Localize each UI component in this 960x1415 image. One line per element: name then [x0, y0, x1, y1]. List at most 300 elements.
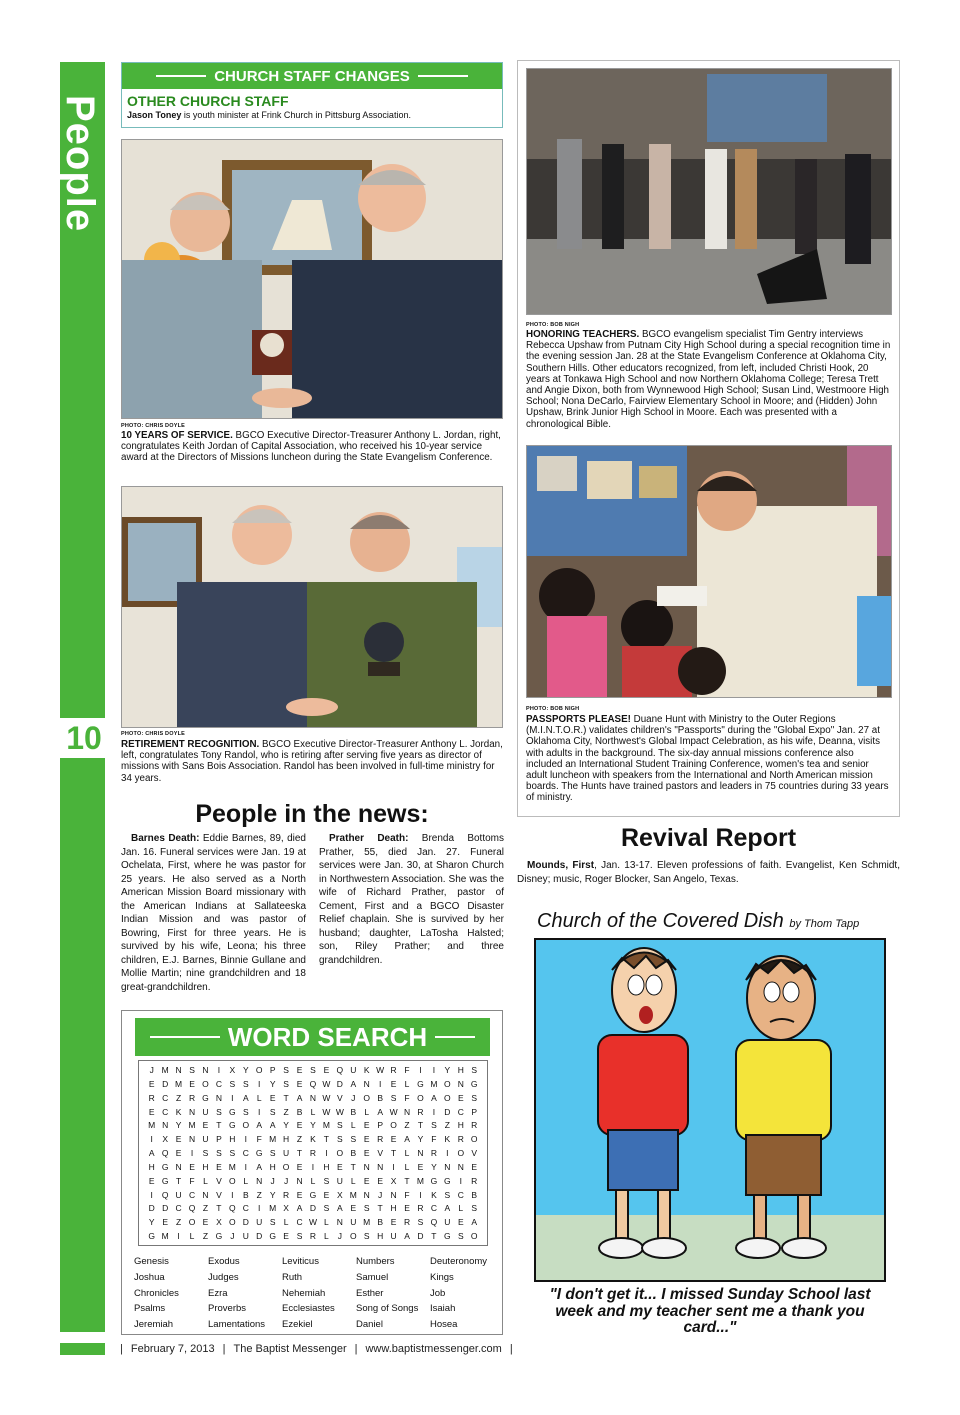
word-search-letter: T — [216, 1203, 222, 1214]
word-search-letter: T — [390, 1148, 397, 1159]
footer-publication: The Baptist Messenger — [233, 1343, 347, 1355]
word-search-letter: E — [189, 1078, 195, 1089]
word-search-letter: E — [148, 1078, 155, 1089]
word-search-letter: R — [457, 1134, 464, 1145]
word-search-word: Daniel — [356, 1319, 383, 1331]
word-search-letter: P — [269, 1065, 276, 1075]
rail-footer-bar — [60, 1343, 105, 1355]
photo-honoring-teachers — [526, 68, 892, 315]
word-search-letter: E — [296, 1189, 303, 1200]
word-search-letter: E — [417, 1161, 424, 1172]
word-search-letter: D — [242, 1217, 249, 1228]
word-search-letter: T — [404, 1175, 410, 1186]
word-search-letter: K — [363, 1065, 370, 1075]
word-search-letter: E — [296, 1120, 303, 1131]
word-search-letter: L — [404, 1148, 410, 1159]
word-search-letter: G — [229, 1120, 236, 1131]
caption-lead: PASSPORTS PLEASE! — [526, 714, 631, 725]
word-search-letter: E — [377, 1175, 383, 1186]
word-search-letter: U — [175, 1189, 182, 1200]
word-search-letter: O — [470, 1134, 478, 1145]
photo-passports-image — [527, 446, 892, 698]
word-search-word: Ruth — [282, 1271, 303, 1283]
word-search-letter: R — [188, 1092, 196, 1103]
word-search-letter: C — [242, 1148, 249, 1159]
word-search-letter: L — [404, 1161, 410, 1172]
word-search-letter: A — [296, 1203, 303, 1214]
word-search-letter: E — [283, 1231, 289, 1242]
word-search-letter: Q — [309, 1078, 317, 1089]
word-search-letter: G — [430, 1175, 438, 1186]
word-search-letter: S — [229, 1148, 236, 1159]
word-search-letter: B — [296, 1106, 303, 1117]
footer-url[interactable]: www.baptistmessenger.com — [365, 1343, 502, 1355]
word-search-letter: I — [231, 1189, 234, 1200]
cartoon-byline: by Thom Tapp — [789, 918, 860, 930]
word-search-letter: N — [188, 1134, 196, 1145]
word-search-letter: Q — [336, 1065, 344, 1075]
word-search-letter: I — [419, 1065, 422, 1075]
word-search-letter: E — [175, 1148, 182, 1159]
word-search-letter: R — [390, 1065, 397, 1075]
word-search-letter: E — [457, 1217, 464, 1228]
word-search-letter: Y — [283, 1120, 289, 1131]
word-search-letter: S — [269, 1217, 276, 1228]
word-search-letter: H — [457, 1065, 464, 1075]
word-search-letter: T — [323, 1134, 329, 1145]
word-search-letter: M — [148, 1120, 156, 1131]
word-search-letter: L — [364, 1106, 370, 1117]
word-search-letter: N — [188, 1106, 196, 1117]
word-search-letter: J — [149, 1065, 154, 1075]
word-search-letter: R — [430, 1148, 437, 1159]
photo-retirement-credit: PHOTO: CHRIS DOYLE — [121, 731, 186, 737]
word-search-letter: Y — [242, 1065, 249, 1075]
word-search-letter: C — [457, 1106, 464, 1117]
word-search-letter: P — [471, 1106, 478, 1117]
word-search-letter: U — [350, 1217, 357, 1228]
word-search-letter: Y — [269, 1078, 276, 1089]
word-search-letter: U — [336, 1175, 343, 1186]
word-search-letter: K — [175, 1106, 182, 1117]
word-search-letter: F — [256, 1134, 262, 1145]
word-search-letter: N — [363, 1161, 370, 1172]
word-search-letter: O — [229, 1217, 236, 1228]
word-search-letter: G — [309, 1189, 317, 1200]
word-search-letter: J — [351, 1092, 356, 1103]
word-search-letter: O — [336, 1148, 344, 1159]
word-search-letter: J — [337, 1231, 342, 1242]
word-search-letter: L — [283, 1217, 289, 1228]
word-search-letter: M — [416, 1175, 425, 1186]
word-search-letter: D — [417, 1231, 424, 1242]
word-search-letter: Q — [188, 1203, 196, 1214]
word-search-letter: L — [324, 1217, 329, 1228]
news-column-2 — [319, 832, 504, 967]
word-search-letter: I — [392, 1161, 395, 1172]
word-search-letter: N — [444, 1161, 451, 1172]
word-search-letter: G — [148, 1231, 156, 1242]
word-search-word: Psalms — [134, 1303, 166, 1315]
word-search-letter: I — [258, 1203, 261, 1214]
word-search-letter: S — [363, 1231, 370, 1242]
word-search-word: Joshua — [134, 1271, 165, 1283]
word-search-letter: S — [283, 1065, 289, 1075]
cartoon-title — [537, 910, 859, 933]
word-search-word: Chronicles — [134, 1287, 179, 1299]
word-search-letter: O — [202, 1078, 209, 1089]
word-search-letter: E — [363, 1134, 370, 1145]
staff-changes-box — [121, 62, 503, 128]
word-search-letter: N — [296, 1175, 303, 1186]
word-search-letter: N — [457, 1078, 464, 1089]
news-col1-text: Eddie Barnes, 89, died Jan. 16. Funeral services were Jan. 19 at Ochelata, First, where he was pastor for 25 years. He also served as a North American Mission Board missionary with the American Indians at Sallateeska Indian Mission and was pastor of Bowring, First for three years. He is survived by his wife, Leona; his three children, E.J. Barnes, Binnie Gullane and Mollie Martin; nine grandchildren and 18 great-grandchildren. — [121, 833, 306, 993]
word-search-letter: A — [404, 1134, 410, 1145]
word-search-letter: C — [457, 1189, 464, 1200]
word-search-letter: T — [417, 1120, 424, 1131]
word-search-letter: O — [255, 1065, 263, 1075]
word-search-letter: W — [322, 1106, 331, 1117]
word-search-letter: S — [471, 1203, 478, 1214]
word-search-letter: Y — [269, 1189, 276, 1200]
word-search-letter: I — [177, 1231, 180, 1242]
word-search-letter: Y — [148, 1217, 155, 1228]
word-search-letter: T — [377, 1203, 383, 1214]
word-search-letter: Y — [175, 1120, 182, 1131]
word-search-letter: S — [242, 1106, 249, 1117]
word-search-letter: H — [323, 1161, 330, 1172]
word-search-letter: I — [244, 1161, 247, 1172]
word-search-letter: N — [403, 1106, 411, 1117]
news-column-1 — [121, 832, 306, 994]
word-search-letter: E — [390, 1134, 397, 1145]
word-search-letter: Z — [202, 1231, 209, 1242]
word-search-letter: U — [350, 1065, 357, 1075]
word-search-letter: O — [470, 1231, 478, 1242]
word-search-letter: E — [323, 1065, 330, 1075]
word-search-letter: M — [228, 1161, 236, 1172]
word-search-row — [145, 1202, 481, 1216]
revival-text: , Jan. 13-17. Eleven professions of faith. Evangelist, Ken Schmidt, Disney; music, Roger Blocker, San Angelo, Texas. — [517, 860, 900, 885]
word-search-letter: M — [349, 1189, 357, 1200]
word-search-letter: O — [242, 1120, 250, 1131]
staff-entry-text: is youth minister at Frink Church in Pittsburg Association. — [181, 110, 411, 120]
caption-text: BGCO Executive Director-Treasurer Anthony L. Jordan, right, congratulates Keith Jordan of Capital Association, who received his 10-year service award at the Directors of Missions luncheon during the State Evangelism Conference. — [121, 430, 501, 464]
word-search-letter: B — [377, 1217, 383, 1228]
word-search-letter: U — [202, 1106, 209, 1117]
word-search-letter: G — [255, 1148, 263, 1159]
word-search-word: Kings — [430, 1271, 454, 1283]
word-search-letter: N — [363, 1078, 370, 1089]
word-search-letter: S — [202, 1148, 209, 1159]
word-search-letter: X — [390, 1175, 397, 1186]
word-search-letter: A — [444, 1203, 451, 1214]
word-search-letter: J — [270, 1175, 275, 1186]
word-search-letter: S — [457, 1231, 464, 1242]
word-search-row — [145, 1175, 481, 1189]
word-search-letter: N — [162, 1120, 169, 1131]
word-search-letter: E — [363, 1175, 370, 1186]
word-search-letter: S — [216, 1106, 222, 1117]
word-search-letter: L — [404, 1078, 410, 1089]
word-search-letter: T — [216, 1120, 222, 1131]
word-search-letter: S — [283, 1078, 289, 1089]
word-search-title: WORD SEARCH — [227, 1021, 428, 1052]
word-search-letter: V — [377, 1148, 383, 1159]
word-search-word: Job — [430, 1287, 446, 1299]
caption-text: BGCO evangelism specialist Tim Gentry interviews Rebecca Upshaw from Putnam City High School during a special recognition time in the evening session Jan. 28 at the State Evangelism Conference at Oklahoma City, Southern Hills. Other educators recognized, from left, included Christi Hook, 20 years at Tonkawa High School and now Northern Oklahoma College; Teresa Trett and Angie Dixon, both from Wynnewood High School; Susan Lind, Westmoore High School; Nona DeCarlo, Fairview Elementary School in Moore; and (Hidden) John Upshaw, Brink Junior High School in Moore. Each was presented with a chronological Bible. — [526, 329, 891, 430]
word-search-word: Judges — [208, 1271, 239, 1283]
photo-service-award — [121, 139, 503, 419]
photo-passports — [526, 445, 892, 698]
word-search-letter: D — [148, 1203, 155, 1214]
word-search-letter: C — [296, 1217, 303, 1228]
word-search-letter: N — [202, 1189, 209, 1200]
word-search-letter: L — [350, 1175, 356, 1186]
word-search-row — [145, 1230, 481, 1244]
word-search-letter: O — [444, 1092, 451, 1103]
word-search-word: Esther — [356, 1287, 384, 1299]
word-search-letter: H — [390, 1203, 397, 1214]
word-search-row — [145, 1147, 481, 1161]
word-search-letter: E — [337, 1161, 343, 1172]
word-search-letter: X — [337, 1189, 343, 1200]
word-search-letter: R — [148, 1092, 155, 1103]
word-search-word: Leviticus — [282, 1256, 319, 1267]
word-search-letter: A — [337, 1203, 343, 1214]
staff-name: Jason Toney — [127, 110, 182, 120]
word-search-letter: N — [363, 1189, 370, 1200]
word-search-letter: A — [431, 1092, 437, 1103]
word-search-letter: U — [256, 1217, 263, 1228]
word-search-letter: N — [175, 1065, 182, 1075]
word-search-letter: A — [148, 1148, 155, 1159]
word-search-letter: S — [431, 1120, 437, 1131]
word-search-letter: W — [308, 1217, 317, 1228]
word-search-letter: D — [444, 1106, 451, 1117]
word-search-letter: S — [363, 1203, 370, 1214]
word-search-letter: T — [350, 1161, 356, 1172]
photo-retirement — [121, 486, 503, 728]
word-search-letter: I — [190, 1148, 194, 1159]
word-search-letter: M — [161, 1065, 169, 1075]
word-search-row — [145, 1064, 481, 1078]
word-search-letter: F — [189, 1175, 195, 1186]
word-search-letter: S — [229, 1078, 236, 1089]
word-search-letter: Z — [296, 1134, 303, 1145]
word-search-letter: S — [337, 1134, 343, 1145]
word-search-letter: B — [242, 1189, 249, 1200]
word-search-letter: A — [377, 1106, 383, 1117]
word-search-letter: E — [175, 1134, 182, 1145]
staff-banner-text: CHURCH STAFF CHANGES — [214, 67, 410, 85]
word-search-letter: R — [417, 1106, 424, 1117]
page-footer: | February 7, 2013 | The Baptist Messenger | www.baptistmessenger.com | — [120, 1343, 513, 1355]
word-search-banner — [135, 1018, 490, 1056]
word-search-letter: I — [217, 1065, 221, 1075]
word-search-letter: V — [337, 1092, 343, 1103]
word-search-letter: Q — [161, 1189, 169, 1200]
word-search-letter: O — [457, 1148, 465, 1159]
word-search-word: Nehemiah — [282, 1287, 326, 1299]
word-search-letter: I — [325, 1148, 328, 1159]
photo-passports-credit: PHOTO: BOB NIGH — [526, 706, 580, 712]
word-search-letter: S — [390, 1092, 397, 1103]
staff-banner — [122, 63, 502, 89]
photo-service-award-credit: PHOTO: CHRIS DOYLE — [121, 423, 186, 429]
word-search-letter: M — [175, 1078, 183, 1089]
word-search-letter: N — [336, 1217, 343, 1228]
word-search-letter: S — [296, 1231, 303, 1242]
word-search-letter: R — [309, 1148, 317, 1159]
word-search-row — [145, 1216, 481, 1230]
word-search-letter: Q — [229, 1203, 236, 1214]
word-search-letter: E — [216, 1161, 222, 1172]
word-search-letter: R — [403, 1217, 411, 1228]
word-search-letter: D — [309, 1203, 317, 1214]
word-search-row — [145, 1092, 481, 1106]
word-search-letter: T — [283, 1092, 289, 1103]
word-search-letter: Y — [417, 1134, 424, 1145]
word-search-word: Genesis — [134, 1256, 169, 1267]
word-search-letter: E — [404, 1203, 410, 1214]
caption-lead: RETIREMENT RECOGNITION. — [121, 739, 260, 750]
word-search-letter: I — [432, 1106, 436, 1117]
word-search-row — [145, 1161, 481, 1175]
section-label: People — [58, 95, 102, 233]
news-headline: People in the news: — [195, 800, 429, 828]
news-col2-lead: Prather Death: — [329, 833, 409, 844]
word-search-letter: L — [243, 1175, 249, 1186]
word-search-letter: Z — [444, 1120, 450, 1131]
word-search-letter: E — [457, 1092, 464, 1103]
word-search-letter: G — [202, 1092, 209, 1103]
word-search-letter: G — [444, 1231, 451, 1242]
word-search-letter: Z — [175, 1092, 182, 1103]
word-search-word: Ezekiel — [282, 1319, 313, 1331]
word-search-letter: O — [188, 1217, 196, 1228]
word-search-letter: U — [390, 1231, 397, 1242]
word-search-letter: I — [244, 1134, 247, 1145]
word-search-word: Ezra — [208, 1287, 228, 1299]
word-search-letter: S — [350, 1134, 357, 1145]
word-search-letter: C — [215, 1078, 222, 1089]
word-search-letter: S — [337, 1120, 343, 1131]
word-search-letter: N — [390, 1189, 397, 1200]
word-search-letter: M — [430, 1078, 438, 1089]
word-search-letter: F — [404, 1092, 410, 1103]
word-search-word: Lamentations — [208, 1319, 266, 1331]
cartoon-caption: "I don't get it... I missed Sunday School last week and my teacher sent me a thank you card..." — [549, 1286, 871, 1336]
word-search-letter: N — [457, 1161, 464, 1172]
word-search-letter: T — [296, 1148, 303, 1159]
word-search-letter: I — [446, 1148, 449, 1159]
photo-honoring-teachers-caption — [526, 329, 892, 430]
word-search-letter: U — [242, 1231, 249, 1242]
word-search-letter: R — [377, 1134, 384, 1145]
word-search-letter: G — [161, 1161, 169, 1172]
cartoon-illustration — [536, 940, 884, 1280]
word-search-letter: N — [256, 1175, 263, 1186]
word-search-letter: H — [269, 1161, 276, 1172]
word-search-letter: E — [148, 1106, 155, 1117]
staff-subhead: OTHER CHURCH STAFF — [127, 93, 289, 109]
word-search-letter: L — [458, 1203, 464, 1214]
word-search-word: Song of Songs — [356, 1303, 419, 1315]
word-search-letter: L — [310, 1175, 316, 1186]
word-search-letter: O — [363, 1092, 371, 1103]
word-search-letter: I — [150, 1189, 153, 1200]
word-search-letter: I — [258, 1106, 261, 1117]
word-search-letter: O — [417, 1092, 424, 1103]
word-search-letter: D — [162, 1203, 169, 1214]
caption-lead: 10 YEARS OF SERVICE. — [121, 430, 233, 441]
word-search-letter: Y — [431, 1161, 437, 1172]
word-search-letter: O — [349, 1231, 357, 1242]
word-search-letter: M — [363, 1217, 371, 1228]
word-search-letter: N — [202, 1065, 209, 1075]
photo-passports-caption — [526, 714, 892, 804]
word-search-letter: U — [444, 1217, 451, 1228]
word-search-letter: E — [350, 1203, 357, 1214]
news-col2-text: Brenda Bottoms Prather, 55, died Jan. 27. Funeral services were Jan. 30, at Sharon Church in Northwestern Association. She was the wife of Richard Prather, pastor of Cement, First and a BGCO Disaster Relief chaplain. She is survived by her husband; daughter, LaTosha Halsted; son, Riley Prather; and three grandchildren. — [319, 833, 505, 966]
word-search-letter: A — [404, 1231, 410, 1242]
word-search-letter: R — [471, 1120, 478, 1131]
word-search-letter: S — [269, 1148, 276, 1159]
word-search-letter: A — [242, 1092, 249, 1103]
caption-text: BGCO Executive Director-Treasurer Anthony L. Jordan, left, congratulates Tony Randol, who is retiring after serving five years as director of missions with Sans Bois Association. Randol has been involved in full-time ministry for 34 years. — [121, 739, 503, 784]
word-search-letter: W — [376, 1065, 385, 1075]
word-search-letter: H — [202, 1161, 209, 1172]
word-search-letter: H — [148, 1161, 155, 1172]
word-search-letter: J — [230, 1231, 235, 1242]
word-search-letter: G — [161, 1175, 169, 1186]
word-search-letter: F — [404, 1065, 410, 1075]
word-search-letter: J — [283, 1175, 289, 1186]
word-search-letter: L — [324, 1231, 329, 1242]
word-search-row — [145, 1106, 481, 1120]
word-search-letter: O — [444, 1078, 451, 1089]
word-search-letter: C — [162, 1106, 169, 1117]
news-col1-lead: Barnes Death: — [131, 833, 200, 844]
word-search-letter: E — [471, 1161, 478, 1172]
word-search-letter: E — [296, 1078, 303, 1089]
cartoon-panel — [534, 938, 886, 1282]
word-search-letter: E — [148, 1175, 155, 1186]
caption-lead: HONORING TEACHERS. — [526, 329, 640, 340]
word-search-word: Proverbs — [208, 1303, 247, 1315]
word-search-letter: G — [269, 1231, 276, 1242]
footer-date: February 7, 2013 — [130, 1343, 215, 1355]
word-search-letter: A — [350, 1078, 357, 1089]
word-search-letter: Z — [404, 1120, 410, 1131]
word-search-letter: B — [471, 1189, 478, 1200]
word-search-letter: G — [215, 1231, 223, 1242]
word-search-letter: B — [350, 1148, 357, 1159]
word-search-letter: Y — [444, 1065, 451, 1075]
word-search-letter: Q — [161, 1148, 169, 1159]
word-search-letter: S — [310, 1065, 316, 1075]
word-search-letter: L — [203, 1175, 208, 1186]
word-search-letter: W — [335, 1106, 344, 1117]
word-search-letter: Q — [430, 1217, 438, 1228]
word-search-letter: G — [229, 1106, 236, 1117]
word-search-letter: M — [322, 1120, 330, 1131]
word-search-letter: G — [417, 1078, 424, 1089]
word-search-letter: V — [216, 1175, 222, 1186]
word-search-letter: Z — [202, 1203, 209, 1214]
word-search-letter: C — [188, 1189, 196, 1200]
